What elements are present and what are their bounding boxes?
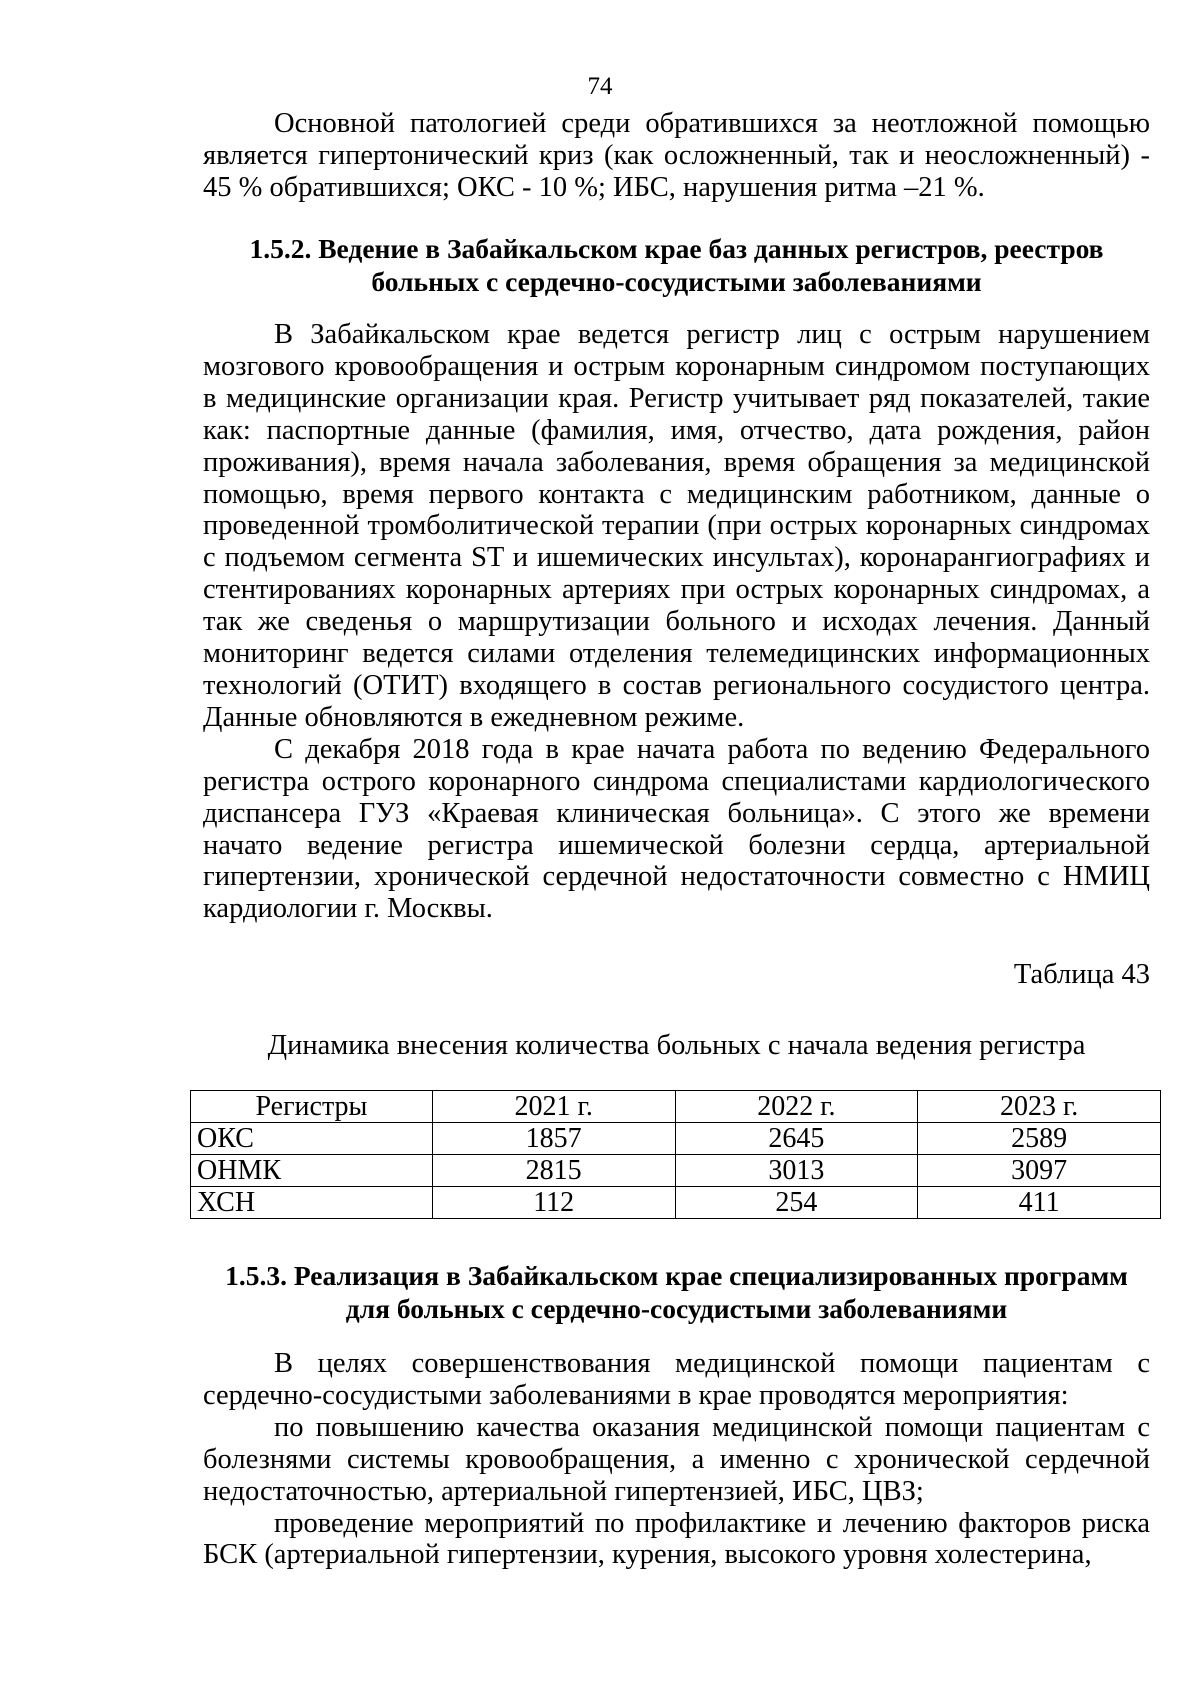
section-heading-1-5-3 bbox=[203, 1259, 1150, 1325]
intro-paragraph-block bbox=[203, 108, 1150, 204]
page-number: 74 bbox=[587, 73, 613, 100]
paragraph: проведение мероприятий по профилактике и лечению факторов риска БСК (артериальной гипертензии, курения, высокого уровня холестерина, bbox=[203, 1507, 1150, 1571]
table-cell: 3097 bbox=[918, 1155, 1161, 1187]
heading-line: 1.5.2. Ведение в Забайкальском крае баз данных регистров, реестров bbox=[249, 233, 1104, 264]
paragraph: С декабря 2018 года в крае начата работа по ведению Федерального регистра острого коронарного синдрома специалистами кардиологического диспансера ГУЗ «Краевая клиническая больница». С этого же времени начато ведение регистра ишемической болезни сердца, артериальной гипертензии, хронической сердечной недостаточности совместно с НМИЦ кардиологии г. Москвы. bbox=[203, 733, 1150, 925]
table-cell: 2589 bbox=[918, 1123, 1161, 1155]
heading-line: больных с сердечно-сосудистыми заболеваниями bbox=[371, 266, 982, 297]
table-cell: 254 bbox=[675, 1187, 918, 1219]
registry-table bbox=[190, 1090, 1161, 1219]
paragraph: В Забайкальском крае ведется регистр лиц с острым нарушением мозгового кровообращения и острым коронарным синдромом поступающих в медицинские организации края. Регистр учитывает ряд показателей, такие как: паспортные данные (фамилия, имя, отчество, дата рождения, район проживания), время начала заболевания, время обращения за медицинской помощью, время первого контакта с медицинским работником, данные о проведенной тромболитической терапии (при острых коронарных синдромах с подъемом сегмента ST и ишемических инсультах), коронарангиографиях и стентированиях коронарных артериях при острых коронарных синдромах, а так же сведенья о маршрутизации больного и исходах лечения. Данный мониторинг ведется силами отделения телемедицинских информационных технологий (ОТИТ) входящего в состав регионального сосудистого центра. Данные обновляются в ежедневном режиме. bbox=[203, 319, 1150, 733]
table-cell: 2815 bbox=[432, 1155, 675, 1187]
table-cell: 112 bbox=[432, 1187, 675, 1219]
table-cell: ОНМК bbox=[191, 1155, 433, 1187]
table-cell: 411 bbox=[918, 1187, 1161, 1219]
table-cell: ОКС bbox=[191, 1123, 433, 1155]
table-cell: 2645 bbox=[675, 1123, 918, 1155]
section-1-5-2-body bbox=[203, 319, 1150, 925]
paragraph: В целях совершенствования медицинской помощи пациентам с сердечно-сосудистыми заболеваниями в крае проводятся мероприятия: bbox=[203, 1348, 1150, 1411]
table-row bbox=[191, 1123, 1161, 1155]
section-heading-1-5-2 bbox=[203, 232, 1150, 298]
table-number-label: Таблица 43 bbox=[1013, 959, 1150, 990]
section-1-5-3-body bbox=[203, 1348, 1150, 1571]
table-cell: 3013 bbox=[675, 1155, 918, 1187]
table-header-cell: 2021 г. bbox=[432, 1091, 675, 1123]
table-title: Динамика внесения количества больных с начала ведения регистра bbox=[267, 1030, 1086, 1061]
paragraph: по повышению качества оказания медицинской помощи пациентам с болезнями системы кровообращения, а именно с хронической сердечной недостаточностью, артериальной гипертензией, ИБС, ЦВЗ; bbox=[203, 1411, 1150, 1507]
table-header-cell: Регистры bbox=[191, 1091, 433, 1123]
intro-paragraph: Основной патологией среди обратившихся за неотложной помощью является гипертонический криз (как осложненный, так и неосложненный) - 45 % обратившихся; ОКС - 10 %; ИБС, нарушения ритма –21 %. bbox=[203, 108, 1150, 203]
table-cell: 1857 bbox=[432, 1123, 675, 1155]
table-header-cell: 2022 г. bbox=[675, 1091, 918, 1123]
table-row bbox=[191, 1155, 1161, 1187]
table-cell: ХСН bbox=[191, 1187, 433, 1219]
table-header-cell: 2023 г. bbox=[918, 1091, 1161, 1123]
table-row bbox=[191, 1187, 1161, 1219]
heading-line: для больных с сердечно-сосудистыми заболеваниями bbox=[345, 1293, 1008, 1324]
table-header-row bbox=[191, 1091, 1161, 1123]
heading-line: 1.5.3. Реализация в Забайкальском крае специализированных программ bbox=[225, 1260, 1128, 1291]
